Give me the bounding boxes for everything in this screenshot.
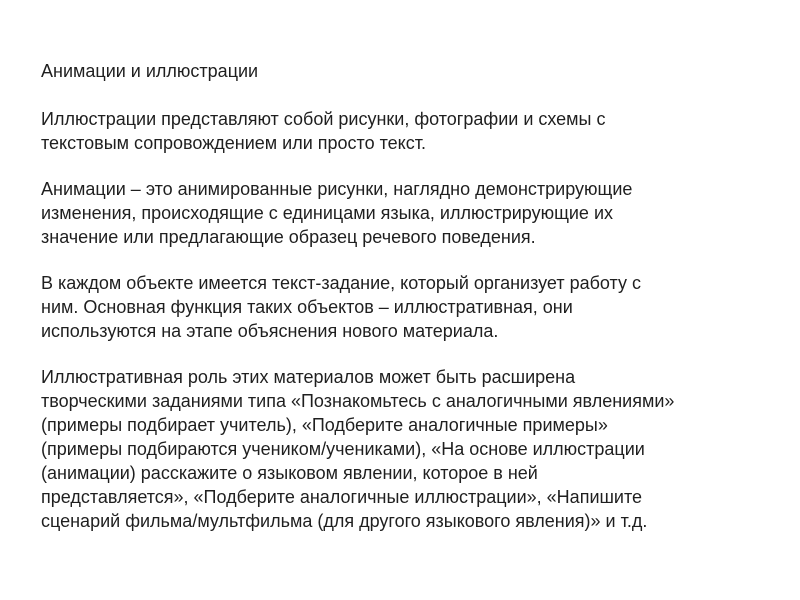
paragraph-animations: [41, 177, 771, 249]
paragraph-task-text: [41, 271, 771, 343]
text-line: творческими заданиями типа «Познакомьтесь с аналогичными явлениями»: [41, 391, 675, 411]
text-line: представляется», «Подберите аналогичные иллюстрации», «Напишите: [41, 487, 643, 507]
text-line: (примеры подбираются учеником/учениками), «На основе иллюстрации: [41, 439, 645, 459]
slide-title: Анимации и иллюстрации: [41, 61, 259, 81]
text-line: текстовым сопровождением или просто текст.: [41, 133, 426, 153]
text-line: (анимации) расскажите о языковом явлении, которое в ней: [41, 463, 538, 483]
text-line: изменения, происходящие с единицами языка, иллюстрирующие их: [41, 203, 614, 223]
text-line: В каждом объекте имеется текст-задание, который организует работу с: [41, 273, 641, 293]
paragraph-illustrative-role: [41, 365, 771, 533]
text-line: сценарий фильма/мультфильма (для другого языкового явления)» и т.д.: [41, 511, 648, 531]
slide-content: [41, 59, 771, 555]
text-line: значение или предлагающие образец речевого поведения.: [41, 227, 536, 247]
text-line: ним. Основная функция таких объектов – иллюстративная, они: [41, 297, 573, 317]
text-line: Анимации – это анимированные рисунки, наглядно демонстрирующие: [41, 179, 633, 199]
text-line: Иллюстративная роль этих материалов может быть расширена: [41, 367, 576, 387]
paragraph-illustrations: [41, 107, 771, 155]
text-line: (примеры подбирает учитель), «Подберите аналогичные примеры»: [41, 415, 608, 435]
text-line: используются на этапе объяснения нового материала.: [41, 321, 499, 341]
text-line: Иллюстрации представляют собой рисунки, фотографии и схемы с: [41, 109, 606, 129]
